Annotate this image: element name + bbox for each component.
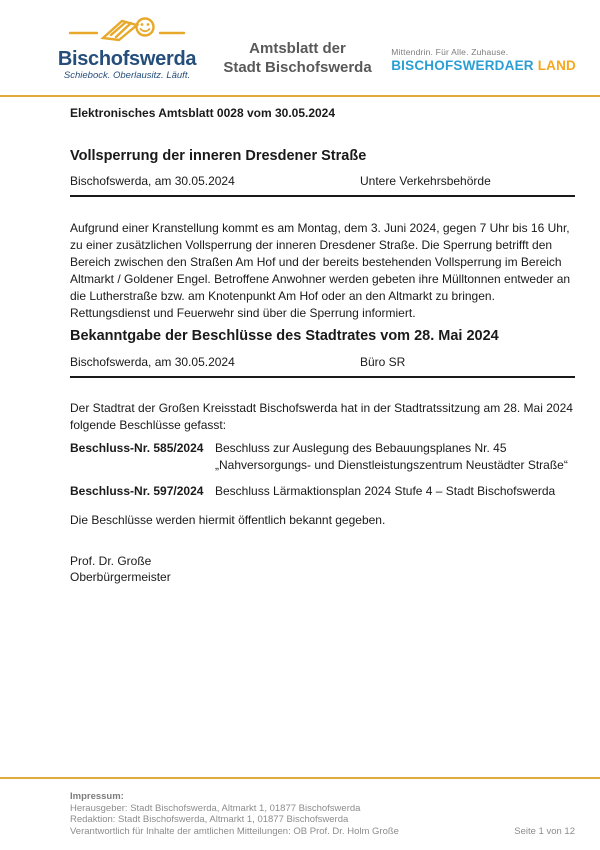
resolution-text: [215, 483, 575, 500]
masthead-line1: Amtsblatt der: [249, 40, 346, 57]
signature-block: [70, 553, 575, 585]
brand-name-orange: LAND: [537, 58, 576, 73]
article2-rule: [70, 376, 575, 378]
signature-role: Oberbürgermeister: [70, 570, 171, 584]
article2-meta: [70, 355, 575, 369]
footer: [70, 791, 575, 837]
brand-name: [391, 58, 576, 74]
article1-title: Vollsperrung der inneren Dresdener Straße: [70, 148, 367, 164]
logo-tagline: Schiebock. Oberlausitz. Läuft.: [63, 70, 191, 81]
article2-title: Bekanntgabe der Beschlüsse des Stadtrates vom 28. Mai 2024: [70, 328, 499, 344]
masthead-title: [205, 39, 390, 77]
issue-line: Elektronisches Amtsblatt 0028 vom 30.05.2024: [70, 106, 336, 120]
article1-meta-authority: Untere Verkehrsbehörde: [360, 174, 491, 188]
impressum-publisher: Herausgeber: Stadt Bischofswerda, Altmarkt 1, 01877 Bischofswerda: [70, 802, 361, 814]
article2-intro: Der Stadtrat der Großen Kreisstadt Bischofswerda hat in der Stadtratssitzung am 28. Mai 2024 folgende Beschlüsse gefasst:: [70, 401, 573, 432]
resolution-number: Beschluss-Nr. 597/2024: [70, 484, 204, 498]
brand-tagline: Mittendrin. Für Alle. Zuhause.: [391, 47, 509, 57]
footer-gold-rule: [0, 777, 600, 779]
impressum-label: Impressum:: [70, 791, 124, 802]
signature-name: Prof. Dr. Große: [70, 554, 152, 568]
masthead-line2: Stadt Bischofswerda: [223, 59, 372, 76]
impressum-responsible: Verantwortlich für Inhalte der amtlichen Mitteilungen: OB Prof. Dr. Holm Große: [70, 825, 399, 837]
article2-meta-place-date: Bischofswerda, am 30.05.2024: [70, 355, 235, 369]
resolution-text-line: „Nahversorgungs- und Dienstleistungszentrum Neustädter Straße“: [215, 458, 568, 472]
page-indicator: Seite 1 von 12: [514, 825, 575, 837]
reclining-smiley-caterpillar-icon: [67, 10, 187, 48]
article1-rule: [70, 195, 575, 197]
page-header: [0, 0, 600, 96]
header-gold-rule: [0, 95, 600, 97]
resolution-text-line: Beschluss zur Auslegung des Bebauungsplanes Nr. 45: [215, 441, 507, 455]
logo-city-name: Bischofswerda: [57, 48, 197, 70]
article1-body: Aufgrund einer Kranstellung kommt es am Montag, dem 3. Juni 2024, gegen 7 Uhr bis 16 Uhr, zu einer zusätzlichen Vollsperrung der inneren Dresdener Straße. Die Sperrung betrifft den Bereich zwischen den Straßen Am Hof und der bereits bestehenden Vollsperrung im Bereich Altmarkt / Goldener Engel. Betroffene Anwohner werden gebeten ihre Mülltonnen entweder an die Lutherstraße bzw. am Knotenpunkt Am Hof oder an den Altmarkt zu bringen. Rettungsdienst und Feuerwehr sind über die Sperrung informiert.: [70, 221, 571, 320]
article2-closing: Die Beschlüsse werden hiermit öffentlich bekannt gegeben.: [70, 513, 386, 527]
impressum-editor: Redaktion: Stadt Bischofswerda, Altmarkt 1, 01877 Bischofswerda: [70, 814, 349, 825]
article1-meta: [70, 174, 575, 188]
region-brand: [391, 47, 576, 74]
brand-name-blue: BISCHOFSWERDAER: [391, 58, 534, 73]
city-logo: [52, 10, 202, 82]
resolution-text-line: Beschluss Lärmaktionsplan 2024 Stufe 4 – Stadt Bischofswerda: [215, 484, 556, 498]
article1-meta-place-date: Bischofswerda, am 30.05.2024: [70, 174, 235, 188]
article2-meta-office: Büro SR: [360, 355, 406, 369]
resolution-text: [215, 440, 575, 474]
resolution-number: Beschluss-Nr. 585/2024: [70, 441, 204, 455]
